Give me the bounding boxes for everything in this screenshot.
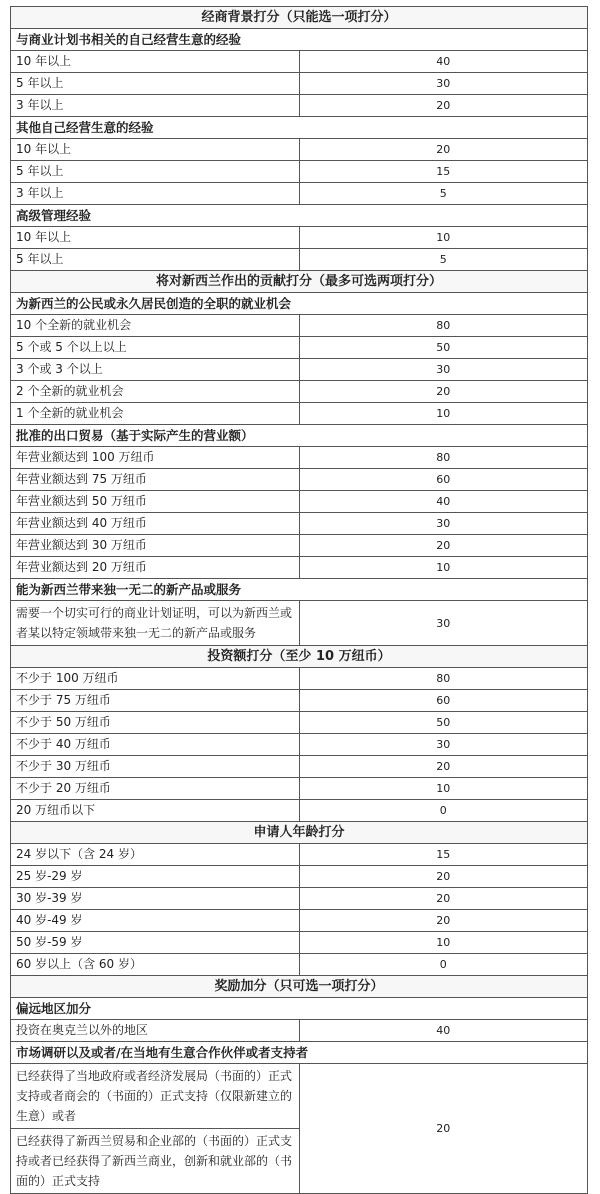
points-value: 20 — [299, 756, 588, 778]
table-row — [11, 932, 588, 954]
criterion-label: 5 年以上 — [11, 249, 300, 271]
points-value: 80 — [299, 447, 588, 469]
points-value: 20 — [299, 381, 588, 403]
criterion-label: 需要一个切实可行的商业计划证明，可以为新西兰或者某以特定领域带来独一无二的新产品或服务 — [11, 601, 300, 646]
criterion-label: 不少于 40 万纽币 — [11, 734, 300, 756]
points-value: 0 — [299, 800, 588, 822]
table-row — [11, 139, 588, 161]
table-row — [11, 844, 588, 866]
table-row — [11, 469, 588, 491]
criterion-label: 年营业额达到 75 万纽币 — [11, 469, 300, 491]
table-row — [11, 756, 588, 778]
points-value: 10 — [299, 778, 588, 800]
points-value: 30 — [299, 73, 588, 95]
criterion-label: 10 年以上 — [11, 227, 300, 249]
criterion-label: 3 个或 3 个以上 — [11, 359, 300, 381]
points-value: 20 — [299, 910, 588, 932]
points-value: 30 — [299, 734, 588, 756]
table-row — [11, 51, 588, 73]
section-title: 奖励加分（只可选一项打分） — [11, 976, 588, 998]
table-row — [11, 381, 588, 403]
table-row — [11, 778, 588, 800]
table-row — [11, 1064, 588, 1129]
points-value: 0 — [299, 954, 588, 976]
criterion-label: 5 年以上 — [11, 73, 300, 95]
group-heading-row — [11, 1042, 588, 1064]
table-row — [11, 712, 588, 734]
criterion-label: 不少于 75 万纽币 — [11, 690, 300, 712]
points-value: 10 — [299, 403, 588, 425]
points-value: 20 — [299, 866, 588, 888]
points-value: 50 — [299, 712, 588, 734]
criterion-label: 30 岁-39 岁 — [11, 888, 300, 910]
table-row — [11, 403, 588, 425]
section-header-row — [11, 7, 588, 29]
criterion-label: 年营业额达到 100 万纽币 — [11, 447, 300, 469]
group-heading: 批准的出口贸易（基于实际产生的营业额） — [11, 425, 588, 447]
group-heading: 与商业计划书相关的自己经营生意的经验 — [11, 29, 588, 51]
section-title: 申请人年龄打分 — [11, 822, 588, 844]
criterion-label: 20 万纽币以下 — [11, 800, 300, 822]
table-row — [11, 557, 588, 579]
table-row — [11, 447, 588, 469]
criterion-label: 10 年以上 — [11, 139, 300, 161]
section-header-row — [11, 976, 588, 998]
table-row — [11, 888, 588, 910]
points-value: 20 — [299, 888, 588, 910]
table-row — [11, 491, 588, 513]
section-header-row — [11, 271, 588, 293]
points-value: 80 — [299, 668, 588, 690]
points-value: 20 — [299, 139, 588, 161]
points-value: 20 — [299, 535, 588, 557]
table-row — [11, 954, 588, 976]
criterion-label: 10 个全新的就业机会 — [11, 315, 300, 337]
criterion-label: 50 岁-59 岁 — [11, 932, 300, 954]
table-row — [11, 866, 588, 888]
criterion-label: 不少于 20 万纽币 — [11, 778, 300, 800]
criterion-label: 年营业额达到 40 万纽币 — [11, 513, 300, 535]
section-title: 将对新西兰作出的贡献打分（最多可选两项打分） — [11, 271, 588, 293]
table-row — [11, 161, 588, 183]
points-value: 10 — [299, 557, 588, 579]
points-value: 30 — [299, 359, 588, 381]
criterion-label: 1 个全新的就业机会 — [11, 403, 300, 425]
group-heading: 市场调研以及或者/在当地有生意合作伙伴或者支持者 — [11, 1042, 588, 1064]
table-row — [11, 535, 588, 557]
points-value: 40 — [299, 491, 588, 513]
points-value: 40 — [299, 51, 588, 73]
group-heading: 其他自己经营生意的经验 — [11, 117, 588, 139]
points-value: 10 — [299, 932, 588, 954]
group-heading: 高级管理经验 — [11, 205, 588, 227]
criterion-label: 3 年以上 — [11, 183, 300, 205]
criterion-label: 5 年以上 — [11, 161, 300, 183]
group-heading-row — [11, 205, 588, 227]
points-table-sheet — [10, 6, 588, 1194]
points-value: 40 — [299, 1020, 588, 1042]
points-table — [10, 6, 588, 1194]
section-header-row — [11, 822, 588, 844]
group-heading: 偏远地区加分 — [11, 998, 588, 1020]
points-table-body — [11, 7, 588, 1194]
table-row — [11, 601, 588, 646]
criterion-label: 40 岁-49 岁 — [11, 910, 300, 932]
criterion-label: 10 年以上 — [11, 51, 300, 73]
points-value: 5 — [299, 183, 588, 205]
table-row — [11, 95, 588, 117]
points-value: 20 — [299, 95, 588, 117]
table-row — [11, 337, 588, 359]
group-heading: 能为新西兰带来独一无二的新产品或服务 — [11, 579, 588, 601]
points-value: 30 — [299, 601, 588, 646]
group-heading: 为新西兰的公民或永久居民创造的全职的就业机会 — [11, 293, 588, 315]
group-heading-row — [11, 29, 588, 51]
criterion-label: 不少于 50 万纽币 — [11, 712, 300, 734]
section-title: 投资额打分（至少 10 万纽币） — [11, 646, 588, 668]
points-value: 50 — [299, 337, 588, 359]
group-heading-row — [11, 425, 588, 447]
table-row — [11, 227, 588, 249]
points-value: 60 — [299, 690, 588, 712]
points-value: 60 — [299, 469, 588, 491]
group-heading-row — [11, 117, 588, 139]
criterion-label: 3 年以上 — [11, 95, 300, 117]
table-row — [11, 513, 588, 535]
criterion-label: 已经获得了当地政府或者经济发展局（书面的）正式支持或者商会的（书面的）正式支持（仅限新建立的生意）或者 — [11, 1064, 300, 1129]
table-row — [11, 249, 588, 271]
table-row — [11, 359, 588, 381]
points-value: 30 — [299, 513, 588, 535]
criterion-label: 投资在奥克兰以外的地区 — [11, 1020, 300, 1042]
group-heading-row — [11, 579, 588, 601]
points-value: 80 — [299, 315, 588, 337]
table-row — [11, 910, 588, 932]
points-value: 20 — [299, 1064, 588, 1194]
table-row — [11, 73, 588, 95]
table-row — [11, 1020, 588, 1042]
criterion-label: 25 岁-29 岁 — [11, 866, 300, 888]
section-header-row — [11, 646, 588, 668]
points-value: 15 — [299, 844, 588, 866]
criterion-label: 年营业额达到 50 万纽币 — [11, 491, 300, 513]
group-heading-row — [11, 998, 588, 1020]
points-value: 15 — [299, 161, 588, 183]
points-value: 5 — [299, 249, 588, 271]
criterion-label: 2 个全新的就业机会 — [11, 381, 300, 403]
criterion-label: 不少于 100 万纽币 — [11, 668, 300, 690]
table-row — [11, 734, 588, 756]
criterion-label: 24 岁以下（含 24 岁） — [11, 844, 300, 866]
points-value: 10 — [299, 227, 588, 249]
criterion-label: 年营业额达到 30 万纽币 — [11, 535, 300, 557]
section-title: 经商背景打分（只能选一项打分） — [11, 7, 588, 29]
table-row — [11, 668, 588, 690]
table-row — [11, 800, 588, 822]
criterion-label: 已经获得了新西兰贸易和企业部的（书面的）正式支持或者已经获得了新西兰商业，创新和就业部的（书面的）正式支持 — [11, 1129, 300, 1194]
criterion-label: 不少于 30 万纽币 — [11, 756, 300, 778]
table-row — [11, 315, 588, 337]
criterion-label: 60 岁以上（含 60 岁） — [11, 954, 300, 976]
table-row — [11, 183, 588, 205]
table-row — [11, 690, 588, 712]
criterion-label: 5 个或 5 个以上以上 — [11, 337, 300, 359]
criterion-label: 年营业额达到 20 万纽币 — [11, 557, 300, 579]
group-heading-row — [11, 293, 588, 315]
